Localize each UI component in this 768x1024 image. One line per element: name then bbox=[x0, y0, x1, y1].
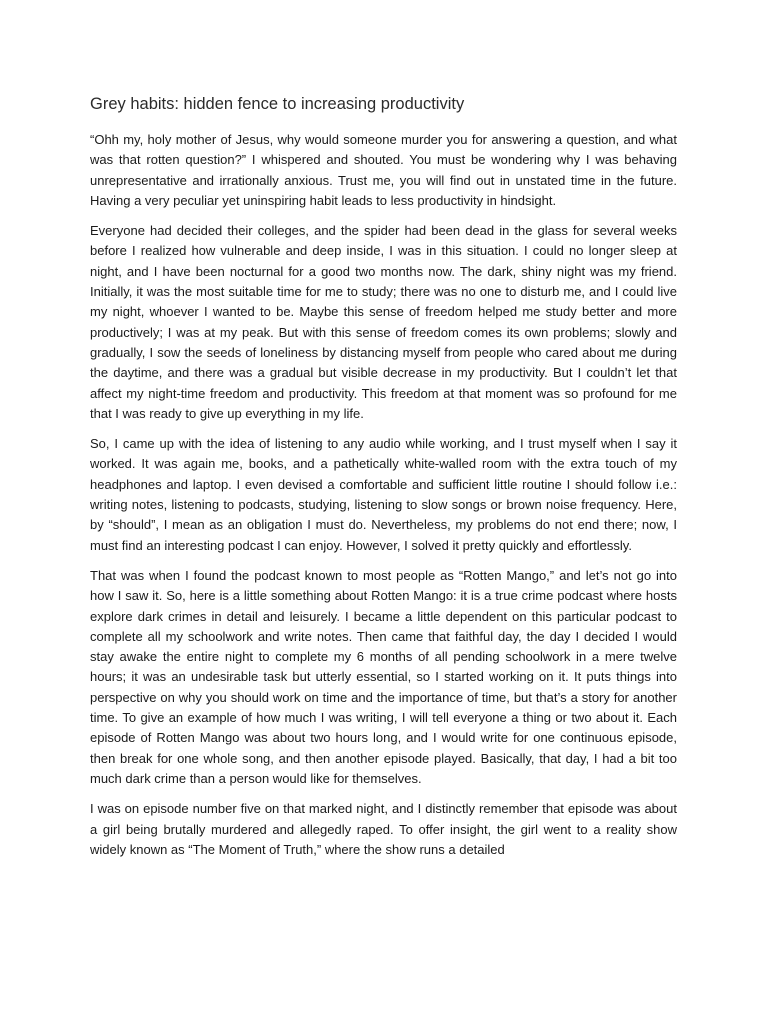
paragraph-2: Everyone had decided their colleges, and the spider had been dead in the glass for several weeks before I realized how vulnerable and deep inside, I was in this situation. I could no longer sleep at night, and I have been nocturnal for a good two months now. The dark, shiny night was my friend. Initially, it was the most suitable time for me to study; there was no one to disturb me, and I could live my night, whoever I wanted to be. Maybe this sense of freedom helped me study better and more productively; I was at my peak. But with this sense of freedom comes its own problems; slowly and gradually, I sow the seeds of loneliness by distancing myself from people who cared about me during the daytime, and there was a gradual but visible decrease in my productivity. But I couldn’t let that affect my night-time freedom and productivity. This freedom at that moment was so profound for me that I was ready to give up everything in my life. bbox=[90, 223, 677, 421]
paragraph-5: I was on episode number five on that marked night, and I distinctly remember that episode was about a girl being brutally murdered and allegedly raped. To offer insight, the girl went to a reality show widely known as “The Moment of Truth,” where the show runs a detailed bbox=[90, 801, 677, 857]
document-title: Grey habits: hidden fence to increasing productivity bbox=[90, 95, 465, 113]
document-page bbox=[90, 92, 677, 860]
paragraph-4: That was when I found the podcast known to most people as “Rotten Mango,” and let’s not go into how I saw it. So, here is a little something about Rotten Mango: it is a true crime podcast where hosts explore dark crimes in detail and leisurely. I became a little dependent on this particular podcast to complete all my schoolwork and write notes. Then came that faithful day, the day I decided I would stay awake the entire night to complete my 6 months of all pending schoolwork in a mere twelve hours; it was an undesirable task but utterly essential, so I started working on it. It puts things into perspective on why you should work on time and the importance of time, but that’s a story for another time. To give an example of how much I was writing, I will tell everyone a thing or two about it. Each episode of Rotten Mango was about two hours long, and I would write for one continuous episode, then break for one whole song, and then another episode played. Basically, that day, I had a bit too much dark crime than a person would like for themselves. bbox=[90, 567, 677, 786]
paragraph-1: “Ohh my, holy mother of Jesus, why would someone murder you for answering a question, and what was that rotten question?” I whispered and shouted. You must be wondering why I was behaving unrepresentative and irrationally anxious. Trust me, you will find out in unstated time in the future. Having a very peculiar yet uninspiring habit leads to less productivity in hindsight. bbox=[90, 132, 677, 208]
paragraph-3: So, I came up with the idea of listening to any audio while working, and I trust myself when I say it worked. It was again me, books, and a pathetically white-walled room with the extra touch of my headphones and laptop. I even devised a comfortable and sufficient little routine I should follow i.e.: writing notes, listening to podcasts, studying, listening to slow songs or brown noise frequency. Here, by “should”, I mean as an obligation I must do. Nevertheless, my problems do not end there; now, I must find an interesting podcast I can enjoy. However, I solved it pretty quickly and effortlessly. bbox=[90, 436, 677, 553]
